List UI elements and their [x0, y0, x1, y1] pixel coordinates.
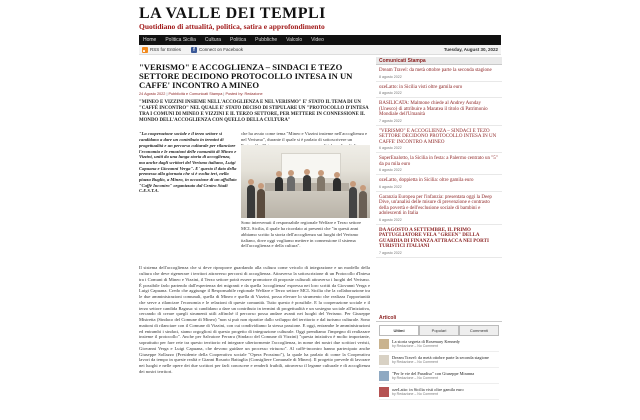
sidebar-news-date: 6 agosto 2022	[379, 168, 402, 172]
nav-item-pubbliche[interactable]: Pubbliche	[255, 37, 278, 43]
nav-item-home[interactable]: Home	[143, 37, 157, 43]
article-category-link[interactable]: Pubblicità e Comunicati Stampa	[168, 92, 223, 97]
quote-block	[139, 131, 237, 194]
articoli-tabs	[379, 325, 499, 336]
facebook-link[interactable]	[191, 47, 243, 53]
articoli-header: Articoli	[376, 314, 502, 322]
articoli-thumbnail[interactable]	[379, 355, 389, 365]
article-date: 24 Agosto 2022	[139, 92, 166, 97]
articoli-item-title[interactable]: "Per le vie del Paradiso" con Giuseppe Miranna	[392, 371, 475, 376]
nav-item-politica-sicilia[interactable]: Politica Sicilia	[165, 37, 196, 43]
sidebar-news-title[interactable]: DA AGOSTO A SETTEMBRE, IL PRIMO PATTUGLIATORE VELA "GREEN" DELLA GUARDIA DI FINANZA ATTRACCA NEI PORTI TURISTICI ITALIANI	[379, 227, 489, 249]
articoli-item-title[interactable]: La storia segreta di Rosemary Kennedy	[392, 339, 460, 344]
site-title[interactable]: LA VALLE DEI TEMPLI	[139, 5, 326, 22]
nav-item-cultura[interactable]: Cultura	[204, 37, 222, 43]
sidebar-news-item	[376, 153, 502, 175]
articoli-item	[379, 339, 499, 352]
rss-link[interactable]	[142, 47, 181, 53]
sidebar-news-item	[376, 175, 502, 192]
nav-item-politica[interactable]: Politica	[230, 37, 247, 43]
article-title[interactable]: "VERISMO" E ACCOGLIENZA – SINDACI E TEZO SETTORE DECIDONO PROTOCOLLO INTESA IN UN CAFFE' INCONTRO A MINEO	[139, 62, 353, 90]
article-meta: 24 Agosto 2022 | Pubblicità e Comunicati Stampa | Posted by: Redazione	[139, 92, 263, 97]
sidebar-news-date: 6 agosto 2022	[379, 146, 402, 150]
nav-item-video[interactable]: Video	[311, 37, 324, 43]
article-right-text: Sono intervenuti il responsabile regionale Welfare e Terzo settore MCL Sicilia, il quale ha ricordato ai presenti che "in questi anni abbiamo scritto la storia dell'accoglienza sui luoghi del Verismo italiano, dove oggi vogliamo mettere in connessione il sistema dell'accoglienza e della cultura".	[241, 220, 362, 249]
sidebar-list	[376, 65, 502, 258]
sidebar-header: Comunicati Stampa	[376, 57, 502, 65]
articoli-item	[379, 355, 499, 368]
sidebar-news-title[interactable]: Garanzia Europea per l'infanzia: presentata oggi la Deep Dive, un'analisi delle misure di prevenzione e contrasto della povertà e dell'esclusione sociale di bambini e adolescenti in Italia	[379, 194, 492, 216]
tab-ultimi[interactable]: Ultimi	[379, 325, 419, 335]
sidebar-news-title[interactable]: ozeLatto: in Sicilia visti oltre gamila euro	[379, 84, 463, 90]
main-navigation	[139, 35, 501, 45]
sidebar-news-item	[376, 192, 502, 225]
article	[139, 57, 370, 420]
article-body: Il sistema dell'accoglienza che si deve riproporre guardando alla cultura come veicolo di integrazione e un modello della cultura che deve rigenerare i territori attraverso percorsi di accoglienza. Attraverso la sottoscrizione di un Protocollo d'Intesa tra i Comuni di Mineo e Vizzini, il Terzo settore potrà essere promotore di proposte culturali attraverso i luoghi del Verismo. È possibile farlo partendo dall'esperienza dei migranti e da quella 'accoglienza' espressa nei loro scritti da Giovanni Verga e Luigi Capuana. Credo che aggiunge il Responsabile regionale Welfare e Terzo settore MCL Sicilia che la collaborazione tra le due amministrazioni comunali, quella di Mineo e quella di Vizzini, possa elevare lo strumento che realizza l'opportunità che serve a rilanciare l'economia e le relazioni di queste comunità. Tutto questo è possibile. E la cooperazione sociale e il terzo settore candida Ragusa: si candidano a dare un contributo in termini di progettualità e un sostegno sociale all'iniziativa, cercando di creare quegli strumenti utili affinché il percorso possa andare avanti nei luoghi del Verismo. Per Giuseppe Mistretta (Sindaco del Comune di Mineo) "non si può non ripartire dallo sviluppo del territorio e dal turismo culturale. Sono mattoni di rilanciare con il Comune di Vizzini, con cui condividiamo la stessa passione. E oggi, entrambe le amministrazioni ed entrambi i sindaci, siamo orgogliosi di questo progetto di integrazione culturale. Oggi prendiamo l'impegno di realizzare insieme il protocollo". Anche per Salvatore Ferrara (Sindaco del Comune di Vizzini) "questa iniziativa è molto importante, soprattutto per fare rete tra questo territorio ed integrare ulteriormente l'accoglienza, in nome dei nostri due scrittori veristi, Giovanni Verga e Luigi Capuana, che devono guidare un processo virtuoso". Al caffè-incontro hanno partecipato anche Giuseppe Sollazzo (Presidente della Cooperativa sociale "Opera Prossimo"), la quale ha parlato di come la Cooperativa lavori da tempo in queste realtà e Gianni Rosario Battaglia (Consigliere Comunale di Mineo). Il progetto prevede di lavorare nei luoghi e nelle opere dei due scrittori per farli conoscere e renderli fruibili, attraverso il legame culturale e di accoglienza dei nostri territori.	[139, 265, 370, 374]
tab-commenti[interactable]: Commenti	[459, 325, 499, 335]
sidebar-news-date: 8 agosto 2022	[379, 74, 402, 79]
articoli-thumbnail[interactable]	[379, 339, 389, 349]
article-quote: "La cooperazione sociale e il terzo settore si candidano a dare un contributo in termini di progettualità e un percorso culturale per rilanciare l'economia e le emozioni delle comunità di Mineo e Vizzini, uniti da una lunga storia di accoglienza, ma anche dagli scrittori del Verismo italiano, Luigi Capuana e Giovanni Verga". E' questo il dato della premessa alla giornata che si è svolta ieri, nella piazza Buglio, a Mineo, in occasione di un affollato "Caffè Incontro" organizzato dal Centro Studi C.E.S.T.A.	[139, 131, 237, 194]
sidebar-news-title[interactable]: "VERISMO" E ACCOGLIENZA – SINDACI E TEZO SETTORE DECIDONO PROTOCOLLO INTESA IN UN CAFFE' INCONTRO A MINEO	[379, 128, 497, 145]
articoli-thumbnail[interactable]	[379, 371, 389, 381]
sidebar-news-title[interactable]: BASILICATA: Malmone chiede al Andrey Asnday (Unesco) di attribuire a Maratea il titolo di Patrimonio Mondiale dell'Umanità	[379, 101, 488, 117]
articoli-box	[376, 314, 502, 400]
feed-bar	[139, 45, 501, 55]
tab-popolari[interactable]: Popolari	[419, 325, 459, 335]
sidebar-news-date: 6 agosto 2022	[379, 217, 402, 222]
articoli-item-byline: by Redazione – No Comment	[392, 344, 438, 348]
article-lead: "MINEO E VIZZINI INSIEME NELL'ACCOGLIENZA E NEL VERISMO" E' STATO IL TEMA DI UN "CAFFÈ INCONTRO" NEL QUALE E' STATO DECISO DI STIPULARE UN "PROTOCOLLO D'INTESA TRA I COMUNI DI MINEO E VIZZINI E IL TERZO SETTORE, PER METTERE IN CONNESSIONE IL MONDO DELL'ACCOGLIENZA CON QUELLO DELLA CULTURA"	[139, 100, 369, 124]
articoli-item-title[interactable]: ozeLatto: in Sicilia visti oltre gamila euro	[392, 387, 464, 392]
article-author: Posted by: Redazione	[225, 92, 263, 97]
sidebar-news-item	[376, 82, 502, 99]
sidebar-news-item	[376, 225, 502, 258]
sidebar-news-title[interactable]: ozeLatto, doppietta in Sicilia: oltre gamila euro	[379, 178, 474, 183]
facebook-label: Connect on Facebook	[199, 47, 244, 52]
facebook-icon: f	[191, 47, 197, 53]
articoli-item-title[interactable]: Dream Travel: da metà ottobre parte la seconda stagione	[392, 355, 489, 360]
sidebar-news-date: 7 agosto 2022	[379, 118, 402, 123]
sidebar-news-item	[376, 126, 502, 154]
articoli-thumbnail[interactable]	[379, 387, 389, 397]
current-date: Tuesday, August 30, 2022	[443, 47, 498, 52]
articoli-item-byline: by Redazione – No Comment	[392, 392, 438, 396]
articoli-item-byline: by Redazione – No Comment	[392, 376, 438, 380]
sidebar-news-date: 8 agosto 2022	[379, 91, 402, 95]
rss-icon	[142, 47, 148, 53]
sidebar-news-title[interactable]: Dream Travel: da metà ottobre parte la seconda stagione	[379, 68, 492, 73]
articoli-list	[376, 339, 502, 400]
sidebar-news-date: 7 agosto 2022	[379, 250, 402, 255]
site-tagline: Quotidiano di attualità, politica, satira e approfondimento	[139, 22, 325, 31]
sidebar-news-item	[376, 65, 502, 82]
articoli-item	[379, 387, 499, 400]
nav-item-valcolo[interactable]: Valcolo	[286, 37, 303, 43]
sidebar-news-title[interactable]: SuperEnalotto, la Sicilia in festa: a Palermo centrato un "5" da pu mila euro	[379, 156, 498, 167]
masthead	[0, 0, 640, 34]
articoli-item-byline: by Redazione – No Comment	[392, 360, 438, 364]
articoli-item	[379, 371, 499, 384]
sidebar-news-date: 6 agosto 2022	[379, 184, 402, 189]
article-photo[interactable]	[241, 145, 370, 218]
article-side-text: che ha avuto come tema "Mineo e Vizzini insieme nell'accoglienza e nel Verismo", durante il quale si è parlato di sottoscrivere un	[241, 131, 368, 143]
rss-label: RSS for Entries	[150, 47, 182, 52]
sidebar-news-item	[376, 98, 502, 126]
